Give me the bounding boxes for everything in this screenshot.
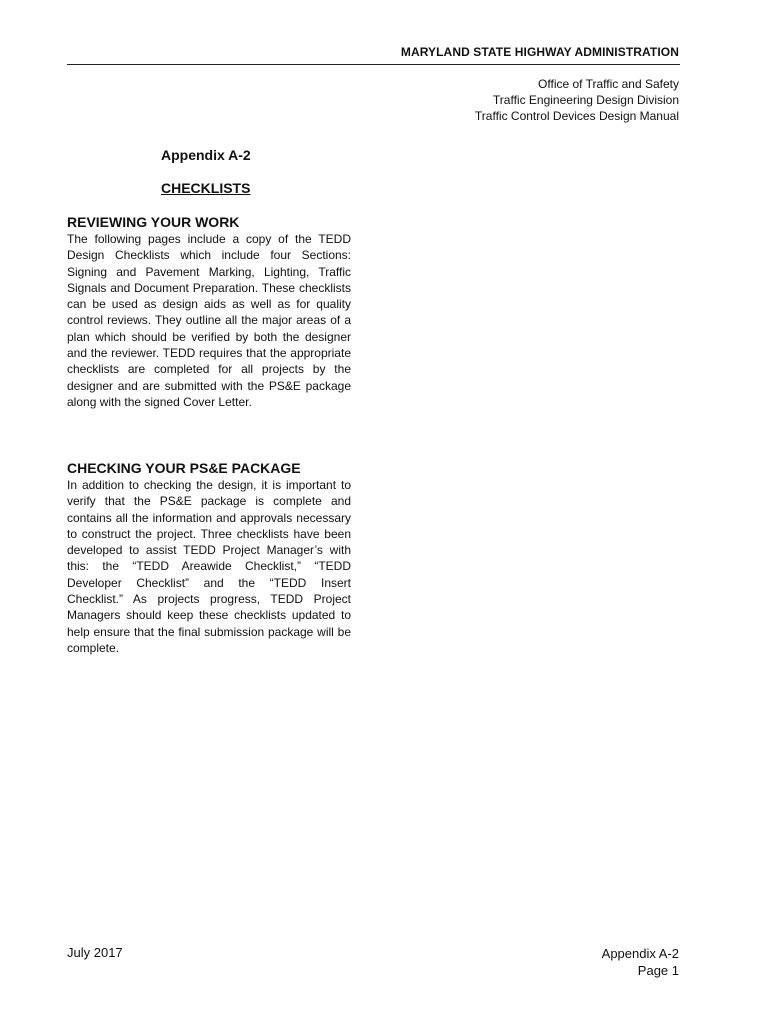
checklists-title: CHECKLISTS: [161, 180, 251, 196]
office-name: Office of Traffic and Safety: [538, 77, 679, 91]
manual-name: Traffic Control Devices Design Manual: [474, 109, 679, 123]
section-reviewing-your-work: [67, 213, 351, 410]
footer-page-info: [602, 945, 679, 979]
agency-header: MARYLAND STATE HIGHWAY ADMINISTRATION: [400, 45, 679, 59]
section-body: The following pages include a copy of the TEDD Design Checklists which include four Sections: Signing and Pavement Marking, Lighting, Traffic Signals and Document Preparation. These checklists can be used as design aids as well as for quality control reviews. They outline all the major areas of a plan which should be verified by both the designer and the reviewer. TEDD requires that the appropriate checklists are completed for all projects by the designer and are submitted with the PS&E package along with the signed Cover Letter.: [67, 232, 351, 409]
footer-date: July 2017: [67, 945, 123, 960]
header-divider: [67, 64, 680, 65]
division-name: Traffic Engineering Design Division: [492, 93, 679, 107]
section-heading: CHECKING YOUR PS&E PACKAGE: [67, 460, 301, 476]
section-heading: REVIEWING YOUR WORK: [67, 214, 240, 230]
section-checking-your-pse-package: [67, 459, 351, 656]
section-body: In addition to checking the design, it is important to verify that the PS&E package is complete and contains all the information and approvals necessary to construct the project. Three checklists have been developed to assist TEDD Project Manager’s with this: the “TEDD Areawide Checklist,” “TEDD Developer Checklist” and the “TEDD Insert Checklist.” As projects progress, TEDD Project Managers should keep these checklists updated to help ensure that the final submission package will be complete.: [67, 478, 351, 655]
appendix-title: Appendix A-2: [161, 147, 251, 163]
footer-page-number: Page 1: [637, 963, 679, 978]
footer-appendix: Appendix A-2: [601, 946, 679, 961]
office-block: [475, 76, 679, 124]
